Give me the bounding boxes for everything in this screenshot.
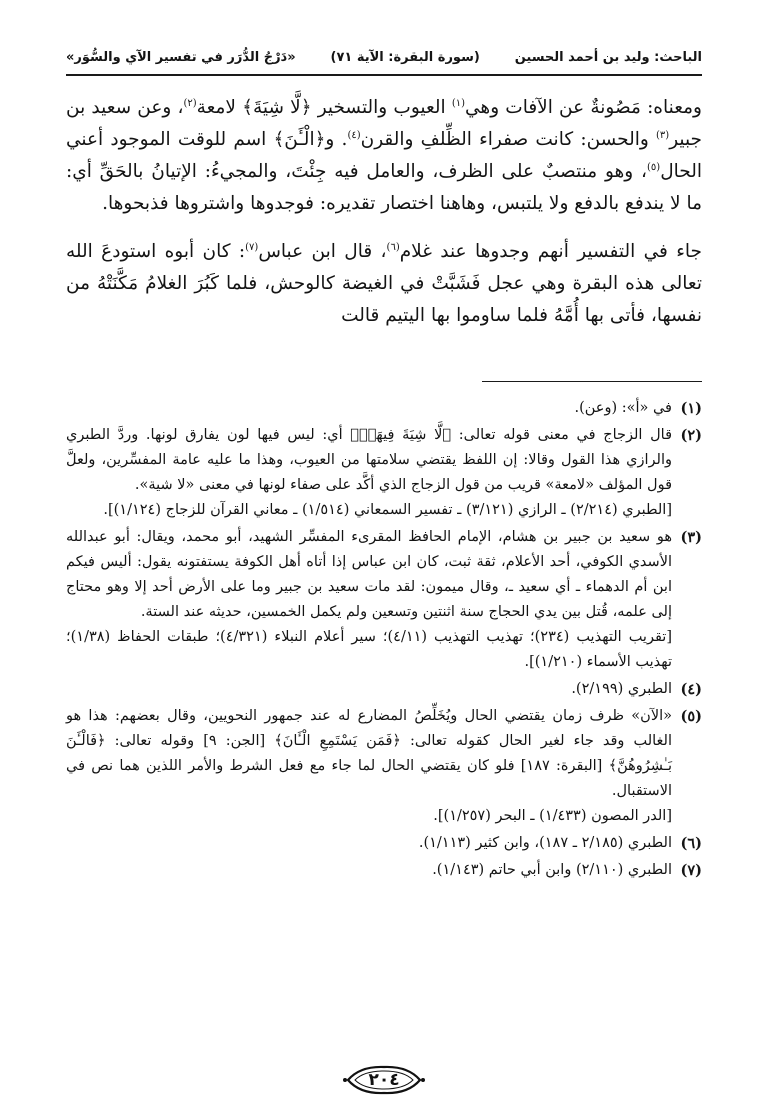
footnote-body: [66, 858, 672, 883]
main-paragraph-2: [66, 236, 702, 332]
footnote-text: الطبري (٢/١١٠) وابن أبي حاتم (١/١٤٣).: [432, 862, 672, 878]
footnote-ref: (٥): [647, 161, 661, 173]
footnote-text: في «أ»: (وعن).: [574, 400, 672, 416]
footnote: [66, 831, 702, 856]
running-header: [66, 40, 702, 76]
footnote-body: [66, 704, 672, 829]
header-book-title: «دَرْجُ الدُّرَر في تفسير الآي والسُّوَر»: [66, 49, 296, 65]
text-run: ، وعن سعيد بن جبير: [66, 97, 702, 150]
footnote-text: «الآن» ظرف زمان يقتضي الحال ويُخَلِّصُ المضارع له عند جمهور النحويين، وقال بعضهم: هذا هو الغالب وقد جاء لغير الحال كقوله تعالى: ﴿فَمَن يَسْتَمِعِ الْـَٔانَ﴾ [الجن: ٩] وقوله تعالى: ﴿فَالْـَٔنَ بَـٰشِرُوهُنَّ﴾ [البقرة: ١٨٧] فلو كان يقتضي الحال لما جاء مع فعل الشرط والأمر اللذين هما نص في الاستقبال.: [66, 708, 672, 799]
footnote-ref: (٤): [347, 129, 361, 141]
footnote-text: قال الزجاج في معنى قوله تعالى: ﴿لَّا شِيَةَ فِيهَاۚ﴾ أي: ليس فيها لون يفارق لونها. وردَّ الطبري والرازي هذا القول وقالا: إن اللفظ يقتضي سلامتها من العيوب، وهذا ما عليه عامة المفسِّرين، ولعلَّ قول المؤلف «لامعة» قريب من قول الزجاج الذي أكَّد على صفاء لونها في معنى «لا شية».: [66, 427, 672, 493]
footnote: [66, 858, 702, 883]
text-run: والحسن: كانت صفراء الظِّلفِ والقرن: [360, 129, 656, 150]
footnote-number: (٢): [680, 427, 702, 444]
footnote: [66, 677, 702, 702]
text-run: ، وهو منتصبٌ على الظرف، والعامل فيه جِئْتَ، والمجيءُ: الإتيانُ بالحَقِّ أي: ما لا يندفع بالدفع ولا يلتبس، وهاهنا اختصار تقديره: فوجدوها واشتروها فذبحوها.: [66, 161, 702, 214]
footnote-body: [66, 831, 672, 856]
footnote-number: (٦): [680, 835, 702, 852]
footnote-ref: (٧): [245, 241, 259, 253]
footnote-text: [الدر المصون (١/٤٣٣) ـ البحر (١/٢٥٧)].: [433, 808, 672, 824]
header-surah: (سورة البقرة: الآية ٧١): [330, 49, 480, 65]
footnote-ref: (٢): [183, 97, 197, 109]
footnotes: [66, 396, 702, 885]
text-run: : كان أبوه استودعَ الله تعالى هذه البقرة وهي عجل فَشَبَّتْ في الغيضة كالوحش، فلما كَبُرَ الغلامُ مَكَّنَتْهُ من نفسها، فأتى بها أُمَّهُ فلما ساوموا بها اليتيم قالت: [66, 241, 702, 326]
text-run: جاء في التفسير أنهم وجدوها عند غلام: [399, 241, 702, 262]
footnote-body: [66, 396, 672, 421]
footnote-body: [66, 525, 672, 675]
footnote-ref: (٣): [656, 129, 670, 141]
text-run: ومعناه: مَصُونةٌ عن الآفات وهي: [465, 97, 702, 118]
footnote: [66, 396, 702, 421]
main-paragraph-1: [66, 92, 702, 220]
header-author: الباحث: وليد بن أحمد الحسين: [514, 49, 702, 65]
footnote-number: (٣): [680, 529, 702, 546]
footnote-text: [تقريب التهذيب (٢٣٤)؛ تهذيب التهذيب (٤/١١)؛ سير أعلام النبلاء (٤/٣٢١)؛ طبقات الحفاظ (١/٣٨)؛ تهذيب الأسماء (١/٢١٠)].: [66, 629, 672, 670]
footnote-text: الطبري (٢/١٩٩).: [571, 681, 672, 697]
footnote: [66, 525, 702, 675]
footnote-number: (٥): [680, 708, 702, 725]
footnote-divider: [482, 381, 702, 382]
footnote-text: هو سعيد بن جبير بن هشام، الإمام الحافظ المقرىء المفسِّر الشهيد، أبو محمد، ويقال: أبو عبدالله الأسدي الكوفي، أحد الأعلام، ثقة ثبت، كان ابن عباس إذا أتاه أهل الكوفة يستفتونه يقول: أليس فيكم ابن أم الدهماء ـ أي سعيد ـ، وقال ميمون: لقد مات سعيد بن جبير وما على الأرض أحد إلا وهو محتاج إلى علمه، قُتل بين يدي الحجاج سنة اثنتين وتسعين ولم يكمل الخمسين، حديثه عند الستة.: [66, 529, 672, 620]
footnote-ref: (١): [451, 97, 466, 109]
footnote-number: (٧): [680, 862, 702, 879]
footnote-body: [66, 423, 672, 523]
footnote-number: (١): [680, 400, 702, 417]
page-number-ornament: [342, 1064, 426, 1096]
footnote-ref: (٦): [386, 241, 400, 253]
footnote-text: [الطبري (٢/٢١٤) ـ الرازي (٣/١٢١) ـ تفسير السمعاني (١/٥١٤) ـ معاني القرآن للزجاج (١/١٢٤)].: [103, 502, 672, 518]
footnote-body: [66, 677, 672, 702]
footnote: [66, 704, 702, 829]
page-number: ٢٠٤: [368, 1070, 400, 1090]
footnote-text: الطبري (٢/١٨٥ ـ ١٨٧)، وابن كثير (١/١١٣).: [418, 835, 672, 851]
text-run: . و﴿الْـَٔنَ﴾ اسم للوقت الموجود أعني الحال: [66, 129, 702, 182]
main-text: [66, 92, 702, 332]
text-run: ، قال ابن عباس: [258, 241, 387, 262]
footnote: [66, 423, 702, 523]
text-run: العيوب والتسخير ﴿لَّا شِيَةَ﴾ لامعة: [196, 97, 452, 118]
footnote-number: (٤): [680, 681, 702, 698]
